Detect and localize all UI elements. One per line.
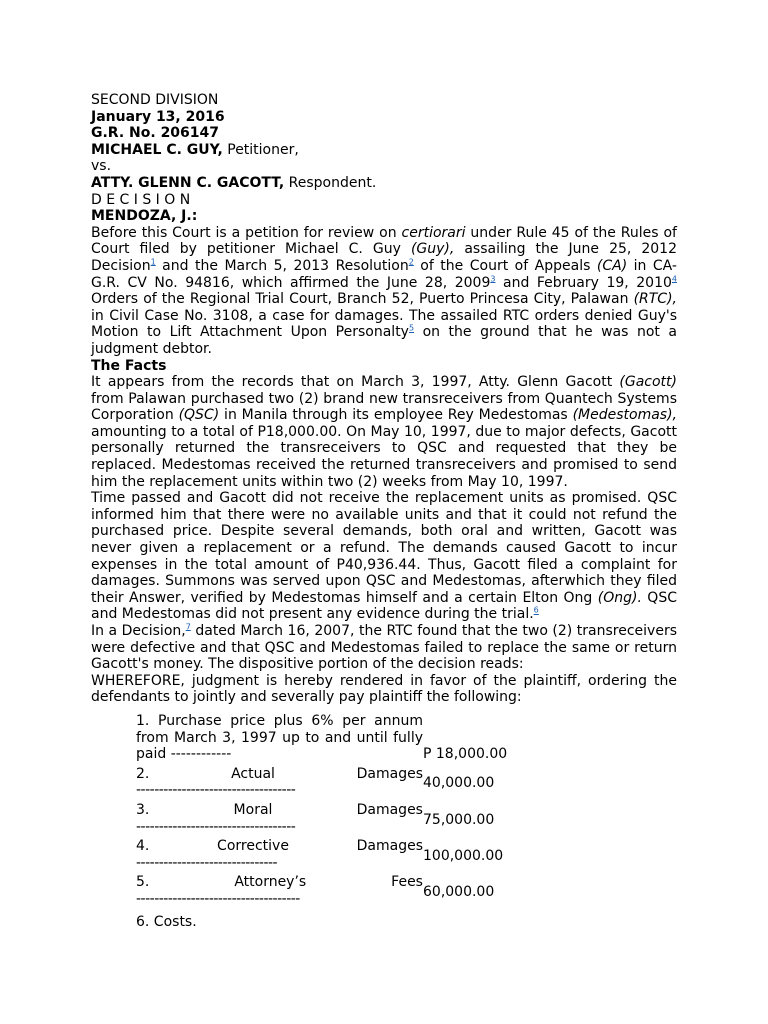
respondent-role: Respondent. bbox=[284, 174, 377, 191]
award-desc-6: 6. Costs. bbox=[136, 913, 197, 930]
footnote-link-5[interactable]: 5 bbox=[408, 323, 415, 333]
award-desc-2: 2. Actual Damages ----------------------------------- bbox=[136, 765, 423, 799]
award-desc-3: 3. Moral Damages ----------------------------------- bbox=[136, 801, 423, 835]
award-amount-2: 40,000.00 bbox=[423, 775, 495, 792]
petitioner-line bbox=[91, 142, 677, 159]
award-row bbox=[136, 835, 507, 871]
award-row bbox=[136, 763, 507, 799]
respondent-name: ATTY. GLENN C. GACOTT, bbox=[91, 174, 285, 191]
petitioner-role: Petitioner, bbox=[222, 141, 299, 158]
petitioner-name: MICHAEL C. GUY, bbox=[91, 141, 223, 158]
award-row bbox=[136, 713, 507, 763]
award-row bbox=[136, 799, 507, 835]
paragraph-facts-1: It appears from the records that on March 3, 1997, Atty. Glenn Gacott (Gacott) from Palawan purchased two (2) brand new transreceivers from Quantech Systems Corporation (QSC) in Manila through its employee Rey Medestomas (Medestomas), amounting to a total of P18,000.00. On May 10, 1997, due to major defects, Gacott personally returned the transreceivers to QSC and requested that they be replaced. Medestomas received the returned transreceivers and promised to send him the replacement units within two (2) weeks from May 10, 1997. bbox=[91, 374, 678, 490]
decision-date: January 13, 2016 bbox=[91, 108, 225, 125]
award-amount-5: 60,000.00 bbox=[423, 883, 495, 900]
decision-heading: D E C I S I O N bbox=[91, 191, 191, 208]
facts-heading: The Facts bbox=[91, 357, 167, 374]
footnote-link-7[interactable]: 7 bbox=[185, 622, 191, 632]
award-row bbox=[136, 871, 507, 907]
award-desc-4: 4. Corrective Damages ------------------------------- bbox=[136, 838, 423, 871]
award-amount-3: 75,000.00 bbox=[423, 811, 495, 828]
versus-label: vs. bbox=[91, 158, 112, 175]
ponente: MENDOZA, J.: bbox=[91, 208, 198, 225]
document-body bbox=[91, 92, 677, 930]
award-table bbox=[136, 713, 507, 930]
paragraph-facts-2: Time passed and Gacott did not receive the replacement units as promised. QSC informed him that there were no available units and that it could not refund the purchased price. Despite several demands, both oral and written, Gacott was never given a replacement or a refund. The demands caused Gacott to incur expenses in the total amount of P40,936.44. Thus, Gacott filed a complaint for damages. Summons was served upon QSC and Medestomas, afterwhich they filed their Answer, verified by Medestomas himself and a certain Elton Ong (Ong). QSC and Medestomas did not present any evidence during the trial.$^6$ bbox=[91, 490, 677, 623]
award-desc-1: 1. Purchase price plus 6% per annum from March 3, 1997 up to and until fully paid ------------ bbox=[136, 712, 423, 763]
division-label: SECOND DIVISION bbox=[91, 92, 219, 108]
paragraph-intro: Before this Court is a petition for review on certiorari under Rule 45 of the Rules of Court filed by petitioner Michael C. Guy (Guy), assailing the June 25, 2012 Decision$^1$ and the March 5, 2013 Resolution$^2$ of the Court of Appeals (CA) in CA-G.R. CV No. 94816, which affirmed the June 28, 2009$^3$ and February 19, 2010$^4$ Orders of the Regional Trial Court, Branch 52, Puerto Princesa City, Palawan (RTC), in Civil Case No. 3108, a case for damages. The assailed RTC orders denied Guy's Motion to Lift Attachment Upon Personalty$^5$ on the ground that he was not a judgment debtor. bbox=[91, 224, 678, 357]
paragraph-facts-3: In a Decision,$^7$ dated March 16, 2007, the RTC found that the two (2) transreceivers were defective and that QSC and Medestomas failed to replace the same or return Gacott's money. The dispositive portion of the decision reads: bbox=[91, 622, 677, 673]
award-desc-5: 5. Attorney’s Fees ------------------------------------ bbox=[136, 874, 423, 907]
footnote-link-2[interactable]: 2 bbox=[408, 257, 414, 267]
footnote-link-3[interactable]: 3 bbox=[490, 273, 496, 283]
footnote-link-6[interactable]: 6 bbox=[533, 605, 539, 615]
award-amount-4: 100,000.00 bbox=[423, 847, 504, 864]
case-number: G.R. No. 206147 bbox=[91, 125, 220, 142]
footnote-link-1[interactable]: 1 bbox=[150, 257, 156, 267]
respondent-line bbox=[91, 175, 677, 192]
footnote-link-4[interactable]: 4 bbox=[671, 273, 677, 283]
paragraph-wherefore: WHEREFORE, judgment is hereby rendered in favor of the plaintiff, ordering the defendants to jointly and severally pay plaintiff the following: bbox=[91, 672, 677, 706]
award-row bbox=[136, 908, 507, 931]
award-amount-1: P 18,000.00 bbox=[423, 746, 508, 763]
